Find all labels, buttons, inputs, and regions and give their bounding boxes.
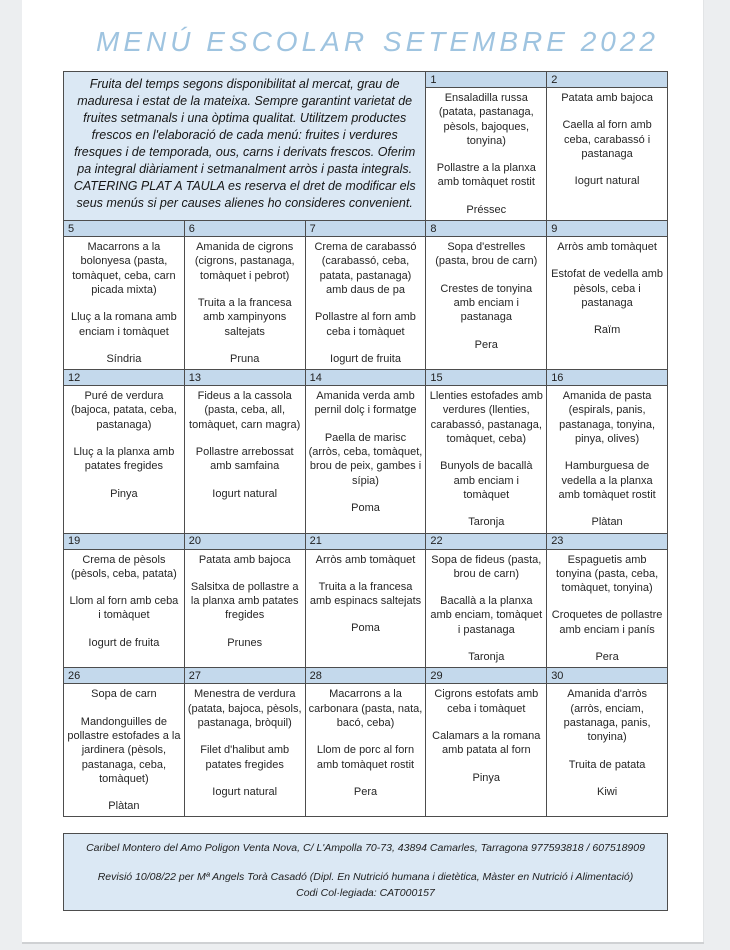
menu-item: Salsitxa de pollastre a la planxa amb patates fregides [190, 580, 299, 622]
day-cell-6 [184, 237, 305, 370]
day-cell-20 [184, 549, 305, 668]
menu-item: Arròs amb tomàquet [557, 241, 657, 254]
menu-item: Poma [351, 501, 380, 514]
menu-item: Truita a la francesa amb espinacs saltejats [309, 580, 422, 608]
menu-item: Llom de porc al forn amb tomàquet rostit [316, 744, 415, 771]
day-cell-1 [426, 88, 547, 221]
menu-item: Pinya [110, 487, 138, 500]
day-number-20: 20 [184, 533, 305, 549]
menu-item: Bacallà a la planxa amb enciam, tomàquet i pastanaga [430, 595, 543, 636]
menu-item: Paella de marisc (arròs, ceba, tomàquet, brou de peix, gambes i sípia) [308, 431, 423, 487]
day-cell-16 [547, 386, 668, 533]
day-number-16: 16 [547, 370, 668, 386]
menu-item: Patata amb bajoca [561, 92, 653, 104]
menu-item: Taronja [468, 516, 505, 529]
menu-item: Iogurt natural [212, 487, 278, 500]
menu-item: Amanida d'arròs (arròs, enciam, pastanaga, panis, tonyina) [563, 688, 651, 744]
day-number-7: 7 [305, 221, 426, 237]
day-number-6: 6 [184, 221, 305, 237]
menu-item: Espaguetis amb tonyina (pasta, ceba, tomàquet, tonyina) [556, 553, 659, 595]
menu-item: Pinya [472, 771, 501, 784]
menu-item: Plàtan [108, 800, 140, 813]
day-cell-21 [305, 549, 426, 668]
day-cell-12 [64, 386, 185, 533]
menu-item: Pruna [230, 352, 260, 365]
day-cell-22 [426, 549, 547, 668]
menu-item: Lluç a la planxa amb patates fregides [73, 446, 175, 473]
menu-item: Pera [595, 651, 619, 664]
menu-item: Mandonguilles de pollastre estofades a la jardinera (pèsols, pastanaga, ceba, tomàquet) [67, 715, 181, 785]
day-number-1: 1 [426, 72, 547, 88]
day-cell-8 [426, 237, 547, 370]
page-header [22, 0, 703, 58]
menu-item: Iogurt de fruita [330, 352, 401, 365]
menu-item: Estofat de vedella amb pèsols, ceba i pastanaga [551, 268, 664, 309]
menu-item: Bunyols de bacallà amb enciam i tomàquet [440, 460, 533, 501]
menu-item: Iogurt natural [212, 785, 278, 798]
menu-item: Pollastre arrebossat amb samfaina [195, 446, 294, 473]
menu-item: Cigrons estofats amb ceba i tomàquet [434, 688, 539, 715]
menu-item: Síndria [106, 352, 142, 365]
day-number-28: 28 [305, 668, 426, 684]
menu-item: Pera [353, 785, 378, 798]
day-number-30: 30 [547, 668, 668, 684]
footer-box [63, 833, 668, 910]
menu-item: Macarrons a la bolonyesa (pasta, tomàquet, ceba, carn picada mixta) [72, 241, 176, 296]
day-cell-7 [305, 237, 426, 370]
menu-item: Macarrons a la carbonara (pasta, nata, bacó, ceba) [308, 688, 423, 729]
day-number-19: 19 [64, 533, 185, 549]
menu-item: Fideus a la cassola (pasta, ceba, all, tomàquet, carn magra) [189, 390, 301, 431]
menu-item: Pera [474, 338, 498, 351]
day-cell-19 [64, 549, 185, 668]
menu-item: Llom al forn amb ceba i tomàquet [69, 595, 179, 622]
menu-item: Menestra de verdura (patata, bajoca, pèsols, pastanaga, bròquil) [187, 688, 302, 729]
menu-item: Puré de verdura (bajoca, patata, ceba, pastanaga) [71, 390, 177, 431]
day-number-23: 23 [547, 533, 668, 549]
menu-item: Truita a la francesa amb xampinyons saltejats [197, 296, 292, 338]
menu-item: Calamars a la romana amb patata al forn [432, 729, 541, 757]
menu-item: Amanida de cigrons (cigrons, pastanaga, tomàquet i pebrot) [194, 241, 295, 282]
menu-item: Truita de patata [568, 758, 646, 771]
menu-item: Croquetes de pollastre amb enciam i panís [551, 609, 663, 636]
footer-revision-line: Revisió 10/08/22 per Mª Angels Torà Casadó (Dipl. En Nutrició humana i dietètica, Màster en Nutrició i Alimentació) [97, 871, 634, 884]
day-cell-15 [426, 386, 547, 533]
footer-gap [72, 857, 659, 870]
menu-item: Lluç a la romana amb enciam i tomàquet [71, 311, 177, 338]
menu-item: Prunes [227, 636, 263, 649]
menu-item: Kiwi [597, 785, 618, 798]
day-number-12: 12 [64, 370, 185, 386]
menu-item: Sopa de carn [91, 688, 157, 701]
page-month: SETEMBRE 2022 [382, 26, 659, 57]
menu-calendar-table [63, 71, 668, 817]
menu-item: Llenties estofades amb verdures (llenties, carabassó, pastanaga, tomàquet, ceba) [429, 390, 543, 446]
day-cell-9 [547, 237, 668, 370]
day-cell-2 [547, 88, 668, 221]
day-number-29: 29 [426, 668, 547, 684]
day-cell-26 [64, 684, 185, 817]
menu-item: Hamburguesa de vedella a la planxa amb tomàquet rostit [558, 460, 656, 501]
page-title: MENÚ ESCOLAR [96, 26, 369, 57]
footer-code-line: Codi Col·legiada: CAT000157 [296, 886, 435, 899]
day-cell-30 [547, 684, 668, 817]
menu-item: Amanida de pasta (espirals, panis, pastanaga, tonyina, pinya, olives) [559, 390, 656, 446]
menu-item: Plàtan [591, 516, 623, 529]
day-number-21: 21 [305, 533, 426, 549]
intro-note: Fruita del temps segons disponibilitat al mercat, grau de maduresa i estat de la mateixa. Sempre garantint varietat de fruites setmanals i una òptima qualitat. Utilitzem productes frescos en l'elaboració de cada menú: fruites i verdures fresques i de temporada, ous, carns i derivats frescos. Oferim pa integral diàriament i setmanalment arròs i pasta integrals. CATERING PLAT A TAULA es reserva el dret de modificar els seus menús si per causes alienes ho consideres convenient. [64, 72, 426, 221]
menu-item: Raïm [593, 324, 621, 337]
day-cell-14 [305, 386, 426, 533]
day-number-13: 13 [184, 370, 305, 386]
day-cell-5 [64, 237, 185, 370]
day-number-26: 26 [64, 668, 185, 684]
menu-item: Crema de carabassó (carabassó, ceba, patata, pastanaga) amb daus de pa [314, 241, 417, 296]
day-number-8: 8 [426, 221, 547, 237]
day-number-22: 22 [426, 533, 547, 549]
day-cell-27 [184, 684, 305, 817]
menu-item: Sopa d'estrelles (pasta, brou de carn) [435, 241, 538, 268]
day-cell-13 [184, 386, 305, 533]
menu-item: Taronja [468, 651, 505, 664]
menu-item: Pollastre al forn amb ceba i tomàquet [315, 311, 416, 338]
day-number-14: 14 [305, 370, 426, 386]
menu-item: Iogurt de fruita [88, 636, 160, 649]
menu-item: Poma [351, 622, 380, 635]
day-cell-23 [547, 549, 668, 668]
menu-item: Crema de pèsols (pèsols, ceba, patata) [71, 553, 177, 580]
menu-item: Patata amb bajoca [198, 553, 291, 566]
menu-item: Arròs amb tomàquet [315, 553, 416, 566]
day-number-2: 2 [547, 72, 668, 88]
menu-item: Filet d'halibut amb patates fregides [200, 744, 290, 771]
footer-contact-line: Caribel Montero del Amo Poligon Venta Nova, C/ L'Ampolla 70-73, 43894 Camarles, Tarragona 977593818 / 607518909 [86, 842, 645, 855]
menu-item: Sopa de fideus (pasta, brou de carn) [431, 553, 542, 580]
day-number-5: 5 [64, 221, 185, 237]
day-number-15: 15 [426, 370, 547, 386]
menu-item: Pollastre a la planxa amb tomàquet rostit [436, 162, 536, 189]
day-cell-29 [426, 684, 547, 817]
menu-item: Préssec [466, 203, 507, 216]
menu-item: Ensaladilla russa (patata, pastanaga, pèsols, bajoques, tonyina) [438, 92, 534, 147]
menu-page [22, 0, 704, 942]
menu-item: Crestes de tonyina amb enciam i pastanaga [440, 282, 533, 324]
day-number-9: 9 [547, 221, 668, 237]
day-number-27: 27 [184, 668, 305, 684]
day-cell-28 [305, 684, 426, 817]
menu-item: Caella al forn amb ceba, carabassó i pastanaga [562, 119, 652, 160]
menu-item: Iogurt natural [574, 175, 640, 188]
menu-item: Amanida verda amb pernil dolç i formatge [314, 390, 417, 417]
